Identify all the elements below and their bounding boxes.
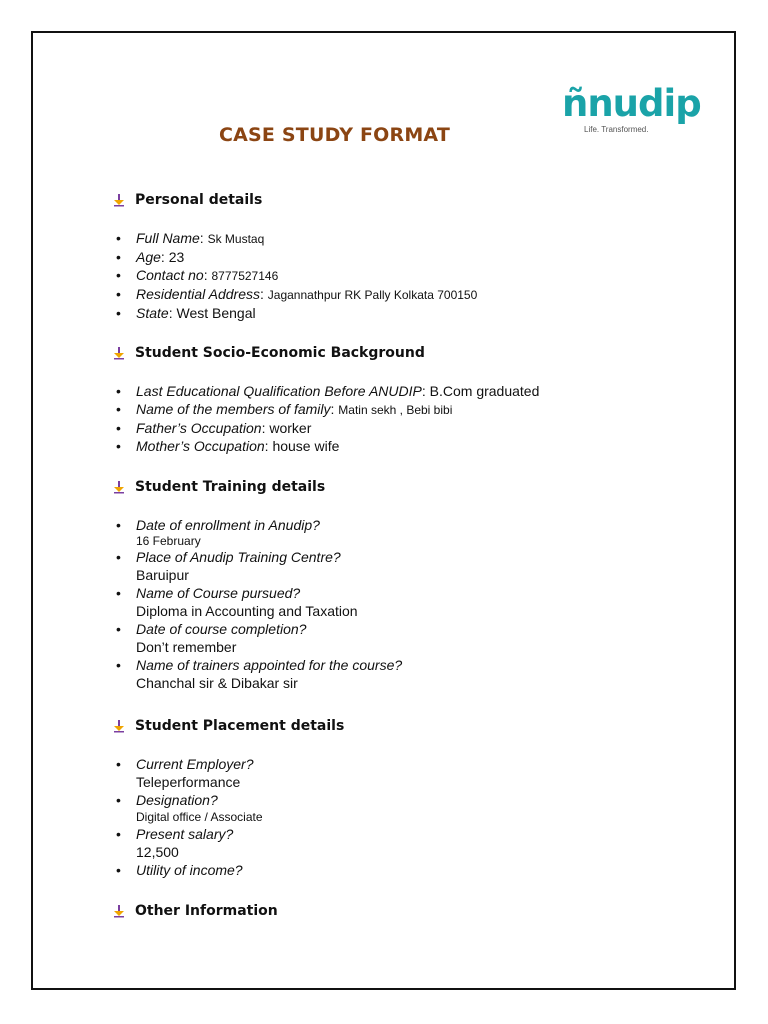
list-item: • Designation? Digital office / Associate xyxy=(113,791,673,825)
list-item: • Place of Anudip Training Centre? Baruipur xyxy=(113,548,673,584)
placement-details-list xyxy=(113,755,673,879)
section-heading-text: Student Placement details xyxy=(135,718,345,734)
socio-economic-list xyxy=(113,382,673,455)
list-item: • Full Name: Sk Mustaq xyxy=(113,229,673,248)
arrow-down-bullet-icon xyxy=(113,346,125,360)
list-item: • Name of trainers appointed for the course? Chanchal sir & Dibakar sir xyxy=(113,656,673,692)
section-heading-training xyxy=(113,479,325,495)
section-heading-placement xyxy=(113,718,344,734)
list-item: • Date of course completion? Don’t remember xyxy=(113,620,673,656)
logo-tagline: Life. Transformed. xyxy=(584,125,649,134)
section-heading-text: Student Training details xyxy=(135,479,326,495)
list-item: • Date of enrollment in Anudip? 16 February xyxy=(113,516,673,548)
section-heading-text: Personal details xyxy=(135,192,263,208)
anudip-logo xyxy=(562,80,701,140)
list-item: • Name of the members of family: Matin sekh , Bebi bibi xyxy=(113,400,673,419)
list-item: • Name of Course pursued? Diploma in Accounting and Taxation xyxy=(113,584,673,620)
personal-details-list xyxy=(113,229,673,322)
document-title: CASE STUDY FORMAT xyxy=(219,124,451,146)
list-item: • Present salary? 12,500 xyxy=(113,825,673,861)
section-heading-personal xyxy=(113,192,262,208)
arrow-down-bullet-icon xyxy=(113,904,125,918)
list-item: • State: West Bengal xyxy=(113,304,673,322)
section-heading-other xyxy=(113,903,278,919)
list-item: • Contact no: 8777527146 xyxy=(113,266,673,285)
training-details-list xyxy=(113,516,673,692)
list-item: • Mother’s Occupation: house wife xyxy=(113,437,673,455)
arrow-down-bullet-icon xyxy=(113,480,125,494)
list-item: • Current Employer? Teleperformance xyxy=(113,755,673,791)
section-heading-text: Student Socio-Economic Background xyxy=(135,345,425,361)
arrow-down-bullet-icon xyxy=(113,719,125,733)
list-item: • Last Educational Qualification Before ANUDIP: B.Com graduated xyxy=(113,382,673,400)
list-item: • Father’s Occupation: worker xyxy=(113,419,673,437)
logo-wordmark: ñnudip xyxy=(562,82,701,125)
list-item: • Age: 23 xyxy=(113,248,673,266)
list-item: • Utility of income? xyxy=(113,861,673,879)
section-heading-text: Other Information xyxy=(135,903,278,919)
list-item: • Residential Address: Jagannathpur RK Pally Kolkata 700150 xyxy=(113,285,673,304)
section-heading-socio xyxy=(113,345,425,361)
arrow-down-bullet-icon xyxy=(113,193,125,207)
